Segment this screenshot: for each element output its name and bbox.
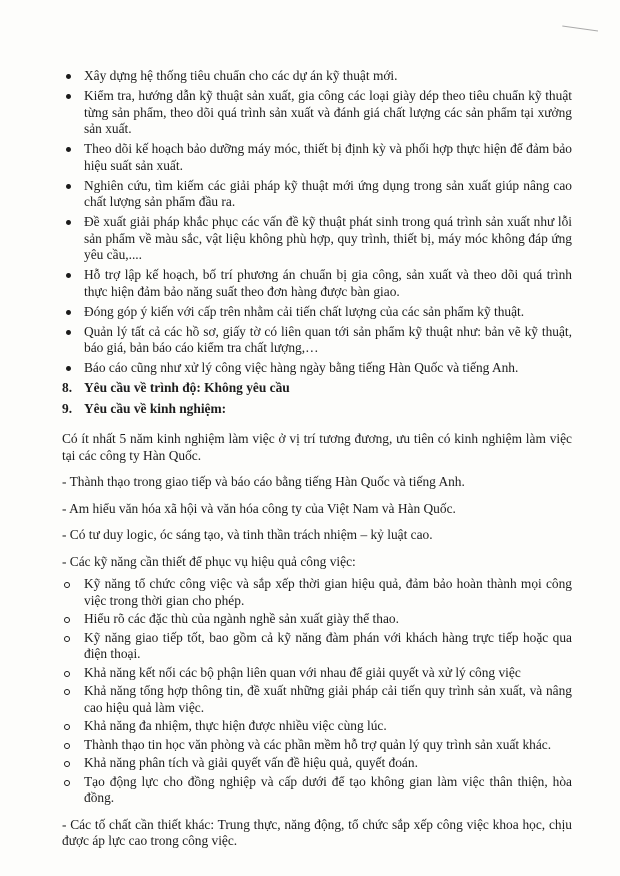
list-item: Theo dõi kế hoạch bảo dưỡng máy móc, thiết bị định kỳ và phối hợp thực hiện để đảm bảo hiệu suất sản xuất. <box>62 141 572 174</box>
skills-list <box>62 576 572 807</box>
list-item: Nghiên cứu, tìm kiếm các giải pháp kỹ thuật mới ứng dụng trong sản xuất giúp nâng cao chất lượng sản phẩm đầu ra. <box>62 178 572 211</box>
list-item: Tạo động lực cho đồng nghiệp và cấp dưới để tạo không gian làm việc thân thiện, hòa đồng. <box>62 774 572 807</box>
list-item: Đóng góp ý kiến với cấp trên nhằm cải tiến chất lượng của các sản phẩm kỹ thuật. <box>62 304 572 321</box>
list-item: Khả năng tổng hợp thông tin, đề xuất những giải pháp cải tiến quy trình sản xuất, và nâng cao hiệu quả làm việc. <box>62 683 572 716</box>
requirement-line: - Am hiểu văn hóa xã hội và văn hóa công ty của Việt Nam và Hàn Quốc. <box>62 500 456 516</box>
list-item: Quản lý tất cả các hồ sơ, giấy tờ có liên quan tới sản phẩm kỹ thuật như: bản vẽ kỹ thuật, báo giá, bản báo cáo kiểm tra chất lượng,… <box>62 324 572 357</box>
requirement-line: - Các kỹ năng cần thiết để phục vụ hiệu quả công việc: <box>62 553 356 569</box>
list-item: Đề xuất giải pháp khắc phục các vấn đề kỹ thuật phát sinh trong quá trình sản xuất như lỗi sản phẩm về màu sắc, vật liệu không phù hợp, quy trình, thiết bị, máy móc không đáp ứng yêu cầu,.... <box>62 214 572 264</box>
section-title: Yêu cầu về kinh nghiệm: <box>84 400 227 416</box>
section-8-heading <box>62 380 572 397</box>
list-item: Khả năng phân tích và giải quyết vấn đề hiệu quả, quyết đoán. <box>62 755 572 772</box>
duties-list <box>62 68 572 377</box>
list-item: Xây dựng hệ thống tiêu chuẩn cho các dự án kỹ thuật mới. <box>62 68 572 85</box>
section-title: Yêu cầu về trình độ: Không yêu cầu <box>84 380 290 395</box>
section-number: 8. <box>62 380 73 395</box>
list-item: Thành thạo tin học văn phòng và các phần mềm hỗ trợ quản lý quy trình sản xuất khác. <box>62 737 572 754</box>
section-number: 9. <box>62 400 73 416</box>
experience-paragraph: Có ít nhất 5 năm kinh nghiệm làm việc ở vị trí tương đương, ưu tiên có kinh nghiệm làm việc tại các công ty Hàn Quốc. <box>62 431 572 463</box>
list-item: Kiểm tra, hướng dẫn kỹ thuật sản xuất, gia công các loại giày dép theo tiêu chuẩn kỹ thuật từng sản phẩm, theo dõi quá trình sản xuất và đánh giá chất lượng các sản phẩm tại xưởng sản xuất. <box>62 88 572 138</box>
list-item: Khả năng đa nhiệm, thực hiện được nhiều việc cùng lúc. <box>62 718 572 735</box>
list-item: Báo cáo cũng như xử lý công việc hàng ngày bằng tiếng Hàn Quốc và tiếng Anh. <box>62 360 572 377</box>
list-item: Khả năng kết nối các bộ phận liên quan với nhau để giải quyết và xử lý công việc <box>62 665 572 682</box>
scan-mark <box>562 26 598 34</box>
list-item: Hiểu rõ các đặc thù của ngành nghề sản xuất giày thể thao. <box>62 611 572 628</box>
requirement-line: - Có tư duy logic, óc sáng tạo, và tinh thần trách nhiệm – kỷ luật cao. <box>62 527 433 542</box>
list-item: Hỗ trợ lập kế hoạch, bố trí phương án chuẩn bị gia công, sản xuất và theo dõi quá trình thực hiện đảm bảo năng suất theo đơn hàng được bàn giao. <box>62 267 572 300</box>
section-9-heading <box>62 401 572 418</box>
requirement-line: - Thành thạo trong giao tiếp và báo cáo bằng tiếng Hàn Quốc và tiếng Anh. <box>62 474 465 489</box>
requirement-line: - Các tố chất cần thiết khác: Trung thực, năng động, tổ chức sắp xếp công việc khoa học, chịu được áp lực cao trong công việc. <box>62 816 572 848</box>
list-item: Kỹ năng giao tiếp tốt, bao gồm cả kỹ năng đàm phán với khách hàng trực tiếp hoặc qua điện thoại. <box>62 630 572 663</box>
list-item: Kỹ năng tổ chức công việc và sắp xếp thời gian hiệu quả, đảm bảo hoàn thành mọi công việc trong thời gian cho phép. <box>62 576 572 609</box>
document-page <box>62 68 572 850</box>
